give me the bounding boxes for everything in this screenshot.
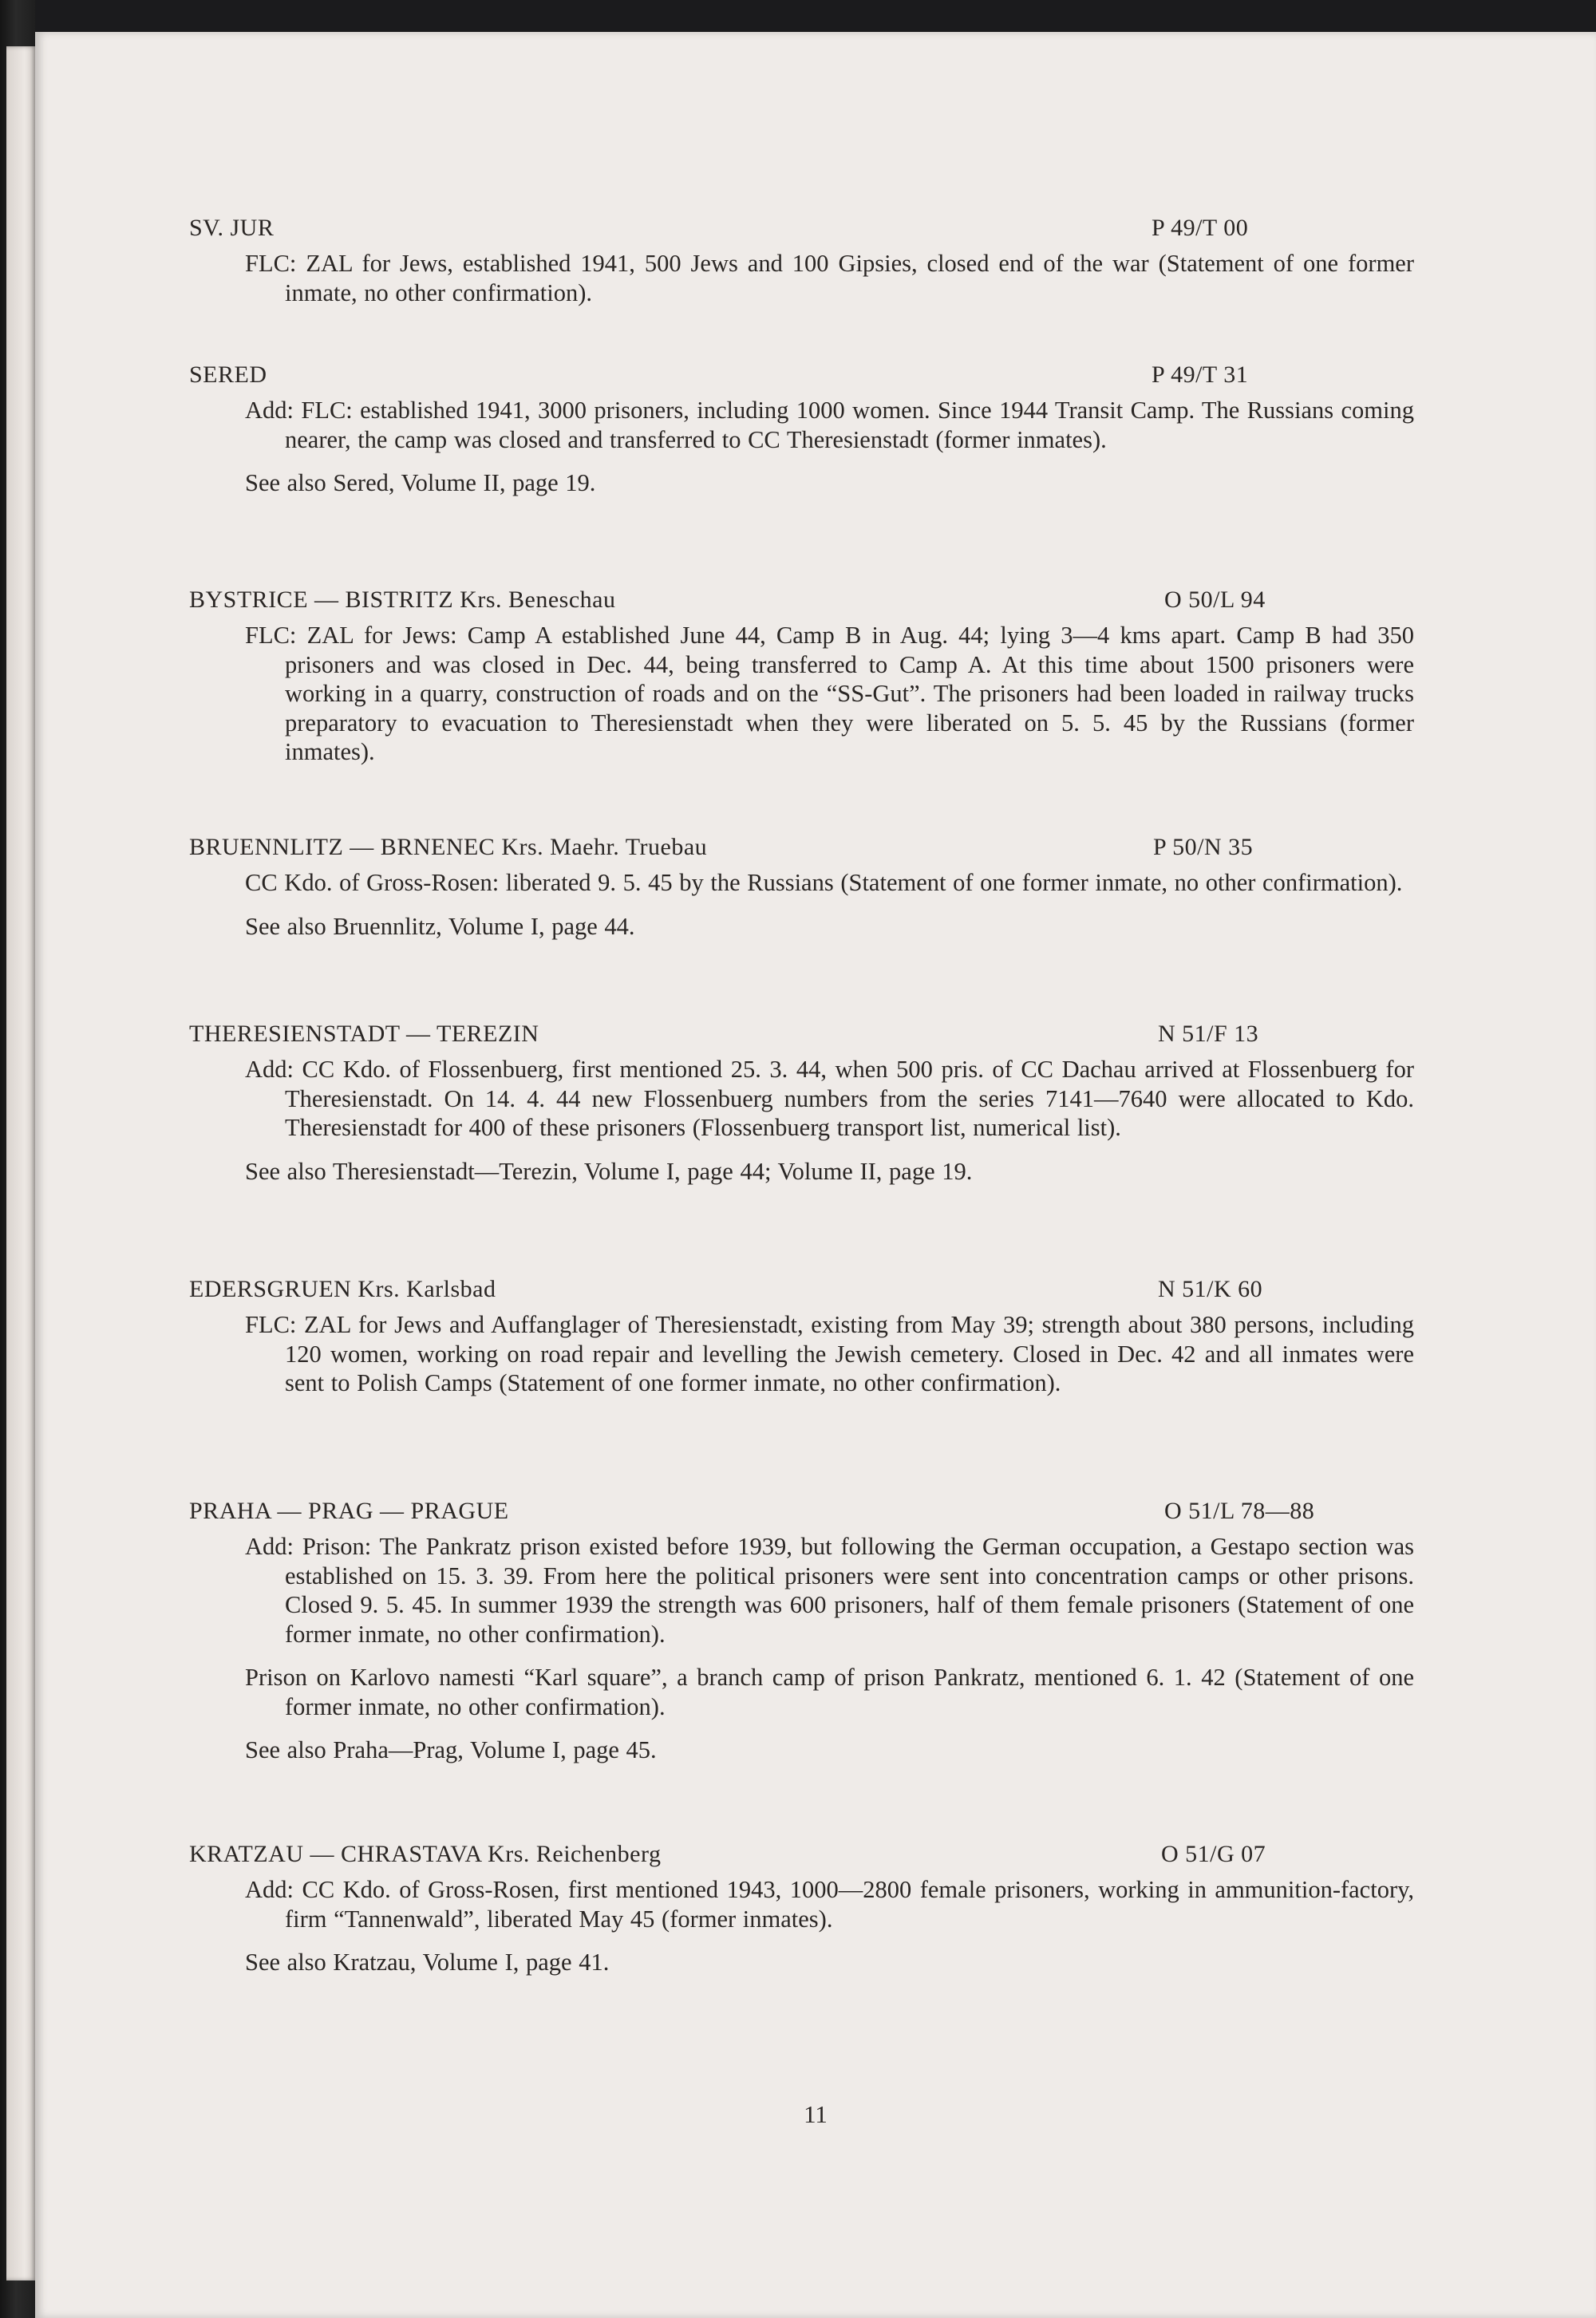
entry-edersgruen <box>189 1274 1414 1412</box>
entry-title: KRATZAU — CHRASTAVA Krs. Reichenberg <box>189 1841 662 1867</box>
see-also: See also Kratzau, Volume I, page 41. <box>245 1949 610 1976</box>
grid-reference: O 51/L 78—88 <box>1164 1498 1315 1524</box>
entry-paragraph: FLC: ZAL for Jews: Camp A established June 44, Camp B in Aug. 44; lying 3—4 kms apart. Camp B had 350 prisoners and was closed in Dec. 44, being transferred to Camp A. At this time about 1500 prisoners were working in a quarry, construction of roads and on the “SS-Gut”. The prisoners had been loaded in railway trucks preparatory to evacuation to Theresienstadt when they were liberated on 5. 5. 45 by the Russians (former inmates). <box>245 622 1414 765</box>
see-also: See also Bruennlitz, Volume I, page 44. <box>245 912 635 940</box>
adjacent-page-edge <box>6 46 37 2280</box>
grid-reference: P 49/T 31 <box>1152 361 1249 388</box>
grid-reference: P 49/T 00 <box>1152 215 1249 241</box>
entry-title: SV. JUR <box>189 215 275 241</box>
document-page <box>35 32 1596 2318</box>
entry-title: SERED <box>189 361 267 388</box>
entry-title: BYSTRICE — BISTRITZ Krs. Beneschau <box>189 586 616 613</box>
entry-sered <box>189 359 1414 512</box>
entry-title: THERESIENSTADT — TEREZIN <box>189 1021 539 1047</box>
see-also: See also Sered, Volume II, page 19. <box>245 469 596 496</box>
grid-reference: O 51/G 07 <box>1161 1841 1266 1867</box>
grid-reference: N 51/K 60 <box>1158 1276 1263 1302</box>
entry-paragraph: Add: CC Kdo. of Flossenbuerg, first mentioned 25. 3. 44, when 500 pris. of CC Dachau arrived at Flossenbuerg for Theresienstadt. On 14. 4. 44 new Flossenbuerg numbers from the series 7141—7640 were allocated to Kdo. Theresienstadt for 400 of these prisoners (Flossenbuerg transport list, numerical list). <box>245 1056 1414 1141</box>
entry-paragraph: Add: CC Kdo. of Gross-Rosen, first mentioned 1943, 1000—2800 female prisoners, working in ammunition-factory, firm “Tannenwald”, liberated May 45 (former inmates). <box>245 1876 1414 1933</box>
grid-reference: O 50/L 94 <box>1164 586 1266 613</box>
entry-title: EDERSGRUEN Krs. Karlsbad <box>189 1276 496 1302</box>
grid-reference: P 50/N 35 <box>1153 834 1254 860</box>
entry-praha <box>189 1495 1414 1779</box>
entry-title: PRAHA — PRAG — PRAGUE <box>189 1498 509 1524</box>
entry-bystrice <box>189 584 1414 781</box>
entry-sv-jur <box>189 212 1414 322</box>
see-also: See also Theresienstadt—Terezin, Volume I, page 44; Volume II, page 19. <box>245 1157 973 1185</box>
entry-kratzau <box>189 1838 1414 1992</box>
entry-paragraph: FLC: ZAL for Jews, established 1941, 500 Jews and 100 Gipsies, closed end of the war (Statement of one former inmate, no other confirmation). <box>245 250 1414 306</box>
see-also: See also Praha—Prag, Volume I, page 45. <box>245 1736 657 1763</box>
entry-paragraph: Add: Prison: The Pankratz prison existed before 1939, but following the German occupation, a Gestapo section was established on 15. 3. 39. From here the political prisoners were sent into concentration camps or other prisons. Closed 9. 5. 45. In summer 1939 the strength was 600 prisoners, half of them female prisoners (Statement of one former inmate, no other confirmation). <box>245 1533 1414 1648</box>
entry-paragraph: Add: FLC: established 1941, 3000 prisoners, including 1000 women. Since 1944 Transit Camp. The Russians coming nearer, the camp was closed and transferred to CC Theresienstadt (former inmates). <box>245 397 1414 453</box>
entry-bruennlitz <box>189 831 1414 955</box>
entry-title: BRUENNLITZ — BRNENEC Krs. Maehr. Truebau <box>189 834 708 860</box>
page-number: 11 <box>804 2100 828 2128</box>
entry-paragraph: Prison on Karlovo namesti “Karl square”, a branch camp of prison Pankratz, mentioned 6. 1. 42 (Statement of one former inmate, no other confirmation). <box>245 1664 1414 1720</box>
grid-reference: N 51/F 13 <box>1158 1021 1259 1047</box>
entry-paragraph: CC Kdo. of Gross-Rosen: liberated 9. 5. 45 by the Russians (Statement of one former inmate, no other confirmation). <box>245 869 1403 896</box>
entry-theresienstadt <box>189 1018 1414 1200</box>
entry-paragraph: FLC: ZAL for Jews and Auffanglager of Theresienstadt, existing from May 39; strength about 380 persons, including 120 women, working on road repair and levelling the Jewish cemetery. Closed in Dec. 42 and all inmates were sent to Polish Camps (Statement of one former inmate, no other confirmation). <box>245 1311 1414 1396</box>
